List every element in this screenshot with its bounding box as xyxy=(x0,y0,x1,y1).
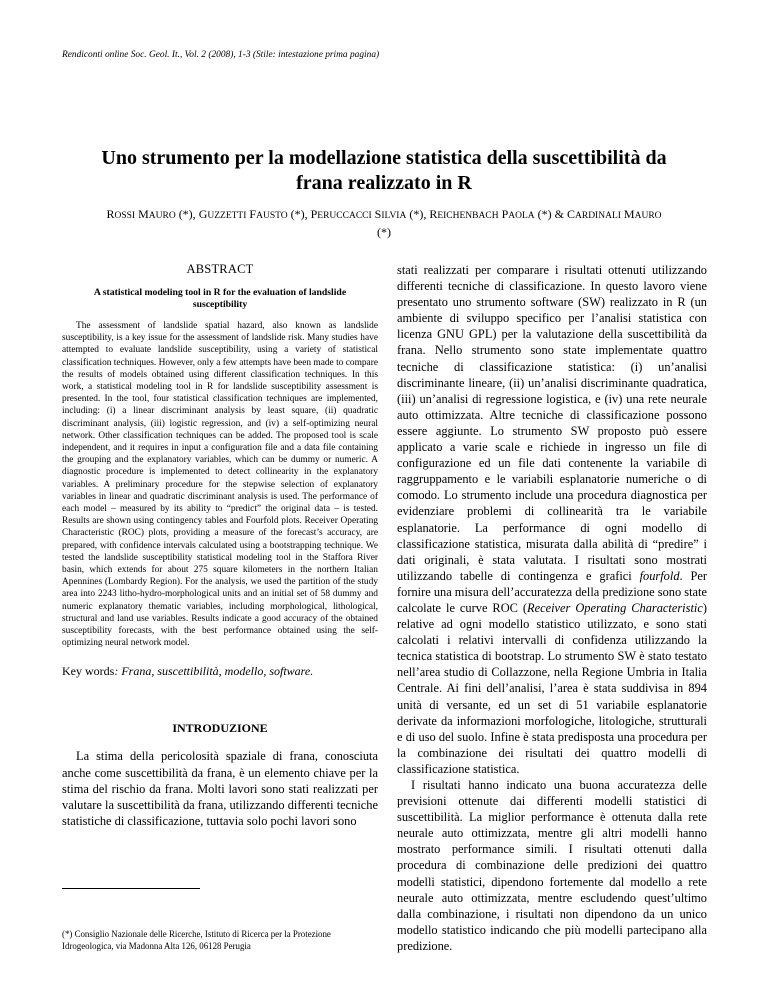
body-paragraph: I risultati hanno indicato una buona accuratezza delle previsioni ottenute dai differenti modelli statistici di suscettibilità. La miglior performance è ottenuta dalla rete neurale auto ottimizzata, mentre gli altri modelli hanno mostrato performance simili. I risultati ottenuti dalla procedura di combinazione delle predizioni dei quattro modelli statistici, dipendono fortemente dal modello a rete neurale auto ottimizzata, mentre escludendo quest’ultimo dalla combinazione, i risultati non dipendono da un unico modello statistico indicando che più modelli partecipano alla predizione. xyxy=(397,778,707,953)
author-name: PERUCCACCI SILVIA (*), xyxy=(310,207,430,221)
footnote-separator xyxy=(62,888,200,889)
right-column xyxy=(397,262,707,954)
running-header: Rendiconti online Soc. Geol. It., Vol. 2 (2008), 1-3 (Stile: intestazione prima pagina) xyxy=(62,50,380,60)
keywords-value: Frana, suscettibilità, modello, software. xyxy=(121,664,314,679)
author-name: ROSSI MAURO (*), xyxy=(106,207,199,221)
keywords-label: Key words xyxy=(62,664,115,679)
abstract-subtitle: A statistical modeling tool in R for the evaluation of landslide susceptibility xyxy=(93,287,347,310)
paper-title: Uno strumento per la modellazione statistica della suscettibilità da frana realizzato in R xyxy=(101,147,667,194)
author-name: GUZZETTI FAUSTO (*), xyxy=(198,207,311,221)
author-list xyxy=(100,206,668,240)
keywords: Key words: Frana, suscettibilità, modello, software. xyxy=(62,664,314,679)
section-heading-introduction: INTRODUZIONE xyxy=(172,721,268,736)
emphasis-fourfold: fourfold xyxy=(639,568,680,583)
left-column xyxy=(62,262,378,829)
abstract-heading: ABSTRACT xyxy=(186,262,254,276)
intro-paragraph: La stima della pericolosità spaziale di frana, conosciuta anche come suscettibilità da frana, è un elemento chiave per la stima del rischio da frana. Molti lavori sono stati realizzati per valutare la suscettibilità da frana, utilizzando differenti tecniche statistiche di classificazione, tuttavia solo pochi lavori sono xyxy=(62,749,378,828)
emphasis-roc: Receiver Operating Characteristic xyxy=(527,600,703,615)
body-paragraph: stati realizzati per comparare i risultati ottenuti utilizzando differenti tecniche di classificazione. In questo lavoro viene presentato uno strumento software (SW) realizzato in R (un ambiente di sviluppo specifico per l’analisi statistica con licenza GNU GPL) per la valutazione della suscettibilità da frana. Nello strumento sono state implementate quattro tecniche di classificazione statistica: (i) un’analisi discriminante lineare, (ii) un’analisi discriminante quadratica, (iii) un’analisi di regressione logistica, e (iv) una rete neurale auto ottimizzata. Altre tecniche di classificazione possono essere aggiunte. Lo strumento SW proposto può essere applicato a varie scale e richiede in ingresso un file di configurazione ed un file dati contenente la variabile di raggruppamento e le variabili esplanatorie numeriche o di comodo. Lo strumento include una procedura diagnostica per evidenziare problemi di collinearità tra le variabile esplanatorie. La performance di ogni modello di classificazione statistica, misurata dalla abilità di “predire” i dati originali, è stata valutata. I risultati sono mostrati utilizzando tabelle di contingenza e grafici fourfold. Per fornire una misura dell’accuratezza della predizione sono state calcolate le curve ROC (Receiver Operating Characteristic) relative ad ogni modello statistico utilizzato, e sono stati calcolati i relativi intervalli di confidenza utilizzando la tecnica statistica di bootstrap. Lo strumento SW è stato testato nell’area studio di Collazzone, nella Regione Umbria in Italia Centrale. Ai fini dell’analisi, l’area è stata suddivisa in 894 unità di versante, ed un set di 51 variabile esplanatorie derivate da informazioni morfologiche, litologiche, strutturali e di uso del suolo. Infine è stata predisposta una procedura per la combinazione dei risultati dei quattro modelli di classificazione statistica. xyxy=(397,263,707,776)
author-name: REICHENBACH PAOLA (*) & xyxy=(429,207,567,221)
footnote: (*) Consiglio Nazionale delle Ricerche, Istituto di Ricerca per la Protezione Idrogeologica, via Madonna Alta 126, 06128 Perugia xyxy=(62,929,331,951)
abstract-body: The assessment of landslide spatial hazard, also known as landslide susceptibility, is a key issue for the assessment of landslide risk. Many studies have attempted to evaluate landslide susceptibility, using a variety of statistical classification techniques. However, only a few attempts have been made to compare the results of models obtained using different classification techniques. In this work, a statistical modeling tool in R for landslide susceptibility assessment is presented. In the tool, four statistical classification techniques are implemented, including: (i) a linear discriminant analysis by least square, (ii) quadratic discriminant analysis, (iii) logistic regression, and (iv) a self-optimizing neural network. Other classification techniques can be added. The proposed tool is scale independent, and it requires in input a configuration file and a data file containing the grouping and the explanatory variables, which can be dummy or numeric. A diagnostic procedure is implemented to detect collinearity in the explanatory variables. A preliminary procedure for the stepwise selection of explanatory variables in linear and quadratic discriminant analysis is used. The performance of each model – measured by its ability to “predict” the original data – is tested. Results are shown using contingency tables and Fourfold plots. Receiver Operating Characteristic (ROC) plots, providing a measure of the forecast’s accuracy, are prepared, with confidence intervals calculated using a bootstrapping technique. We tested the landslide susceptibility statistical modeling tool in the Staffora River basin, which extends for about 275 square kilometers in the northern Italian Apennines (Lombardy Region). For the analysis, we used the partition of the study area into 2243 litho-hydro-morphological units and an initial set of 58 dummy and numeric explanatory thematic variables, including morphological, lithological, structural and land use variables. Results indicate a good accuracy of the obtained susceptibility forecasts, with the best performance obtained using the self-optimizing neural network model. xyxy=(62,321,378,649)
author-name: CARDINALI MAURO (*) xyxy=(377,207,662,239)
